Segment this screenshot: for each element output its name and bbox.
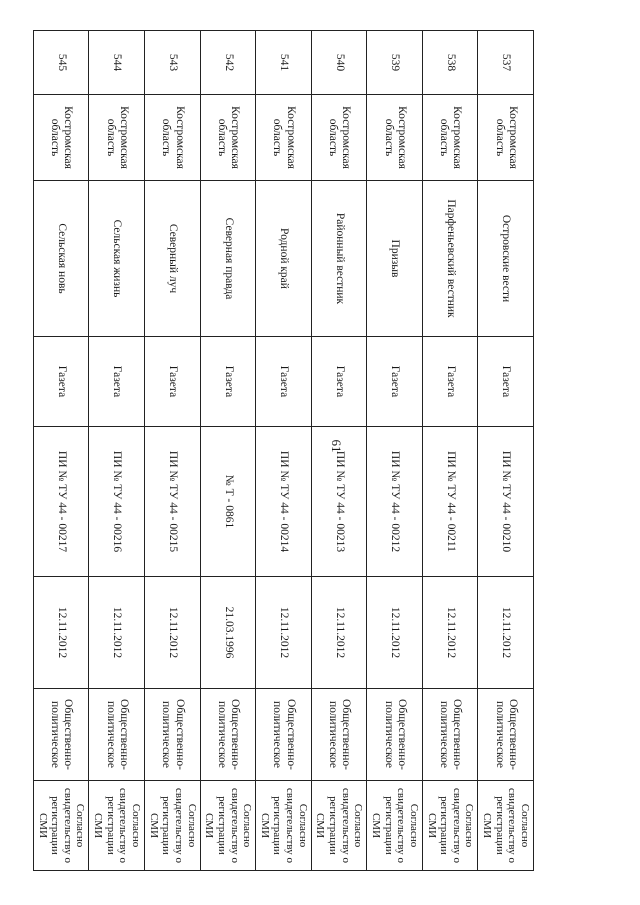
table-row bbox=[200, 31, 256, 871]
registration-cell: ПИ № ТУ 44 - 00212 bbox=[367, 427, 423, 577]
table-row bbox=[478, 31, 534, 871]
basis-cell: Согласно свидетельству о регистрации СМИ bbox=[311, 781, 367, 871]
row-number: 538 bbox=[422, 31, 478, 95]
specialization-cell: Общественно-политическое bbox=[89, 689, 145, 781]
specialization-cell: Общественно-политическое bbox=[33, 689, 89, 781]
basis-cell: Согласно свидетельству о регистрации СМИ bbox=[33, 781, 89, 871]
specialization-cell: Общественно-политическое bbox=[367, 689, 423, 781]
title-cell: Сельская жизнь bbox=[89, 181, 145, 337]
page-number: 61 bbox=[329, 439, 344, 453]
title-cell: Районный вестник bbox=[311, 181, 367, 337]
date-cell: 12.11.2012 bbox=[256, 577, 312, 689]
region-cell: Костромская область bbox=[145, 95, 201, 181]
registry-table-rotated bbox=[36, 30, 534, 870]
table-row bbox=[33, 31, 89, 871]
table-row bbox=[311, 31, 367, 871]
row-number: 541 bbox=[256, 31, 312, 95]
specialization-cell: Общественно-политическое bbox=[422, 689, 478, 781]
specialization-cell: Общественно-политическое bbox=[256, 689, 312, 781]
basis-cell: Согласно свидетельству о регистрации СМИ bbox=[89, 781, 145, 871]
registration-cell: ПИ № ТУ 44 - 00215 bbox=[145, 427, 201, 577]
basis-cell: Согласно свидетельству о регистрации СМИ bbox=[422, 781, 478, 871]
date-cell: 12.11.2012 bbox=[422, 577, 478, 689]
region-cell: Костромская область bbox=[256, 95, 312, 181]
row-number: 539 bbox=[367, 31, 423, 95]
title-cell: Парфеньевский вестник bbox=[422, 181, 478, 337]
basis-cell: Согласно свидетельству о регистрации СМИ bbox=[200, 781, 256, 871]
table-row bbox=[89, 31, 145, 871]
region-cell: Костромская область bbox=[367, 95, 423, 181]
region-cell: Костромская область bbox=[478, 95, 534, 181]
title-cell: Призыв bbox=[367, 181, 423, 337]
region-cell: Костромская область bbox=[422, 95, 478, 181]
registration-cell: № Т - 0861 bbox=[200, 427, 256, 577]
basis-cell: Согласно свидетельству о регистрации СМИ bbox=[478, 781, 534, 871]
row-number: 544 bbox=[89, 31, 145, 95]
type-cell: Газета bbox=[200, 337, 256, 427]
table-row bbox=[367, 31, 423, 871]
region-cell: Костромская область bbox=[311, 95, 367, 181]
type-cell: Газета bbox=[145, 337, 201, 427]
basis-cell: Согласно свидетельству о регистрации СМИ bbox=[256, 781, 312, 871]
registration-cell: ПИ № ТУ 44 - 00210 bbox=[478, 427, 534, 577]
region-cell: Костромская область bbox=[89, 95, 145, 181]
basis-cell: Согласно свидетельству о регистрации СМИ bbox=[367, 781, 423, 871]
row-number: 537 bbox=[478, 31, 534, 95]
date-cell: 12.11.2012 bbox=[33, 577, 89, 689]
table-row bbox=[422, 31, 478, 871]
registration-cell: ПИ № ТУ 44 - 00211 bbox=[422, 427, 478, 577]
registry-table-frame bbox=[36, 30, 534, 870]
title-cell: Северный луч bbox=[145, 181, 201, 337]
type-cell: Газета bbox=[33, 337, 89, 427]
title-cell: Островские вести bbox=[478, 181, 534, 337]
row-number: 543 bbox=[145, 31, 201, 95]
type-cell: Газета bbox=[256, 337, 312, 427]
registration-cell: ПИ № ТУ 44 - 00214 bbox=[256, 427, 312, 577]
specialization-cell: Общественно-политическое bbox=[145, 689, 201, 781]
registration-cell: ПИ № ТУ 44 - 00216 bbox=[89, 427, 145, 577]
date-cell: 12.11.2012 bbox=[478, 577, 534, 689]
date-cell: 21.03.1996 bbox=[200, 577, 256, 689]
title-cell: Родной край bbox=[256, 181, 312, 337]
title-cell: Сельская новь bbox=[33, 181, 89, 337]
type-cell: Газета bbox=[478, 337, 534, 427]
date-cell: 12.11.2012 bbox=[145, 577, 201, 689]
table-row bbox=[256, 31, 312, 871]
basis-cell: Согласно свидетельству о регистрации СМИ bbox=[145, 781, 201, 871]
specialization-cell: Общественно-политическое bbox=[200, 689, 256, 781]
type-cell: Газета bbox=[89, 337, 145, 427]
type-cell: Газета bbox=[367, 337, 423, 427]
region-cell: Костромская область bbox=[33, 95, 89, 181]
row-number: 545 bbox=[33, 31, 89, 95]
specialization-cell: Общественно-политическое bbox=[311, 689, 367, 781]
table-row bbox=[145, 31, 201, 871]
date-cell: 12.11.2012 bbox=[89, 577, 145, 689]
title-cell: Северная правда bbox=[200, 181, 256, 337]
type-cell: Газета bbox=[422, 337, 478, 427]
registration-cell: ПИ № ТУ 44 - 00213 bbox=[311, 427, 367, 577]
type-cell: Газета bbox=[311, 337, 367, 427]
row-number: 542 bbox=[200, 31, 256, 95]
row-number: 540 bbox=[311, 31, 367, 95]
region-cell: Костромская область bbox=[200, 95, 256, 181]
date-cell: 12.11.2012 bbox=[311, 577, 367, 689]
specialization-cell: Общественно-политическое bbox=[478, 689, 534, 781]
date-cell: 12.11.2012 bbox=[367, 577, 423, 689]
registration-cell: ПИ № ТУ 44 - 00217 bbox=[33, 427, 89, 577]
media-registry-table bbox=[33, 30, 534, 871]
